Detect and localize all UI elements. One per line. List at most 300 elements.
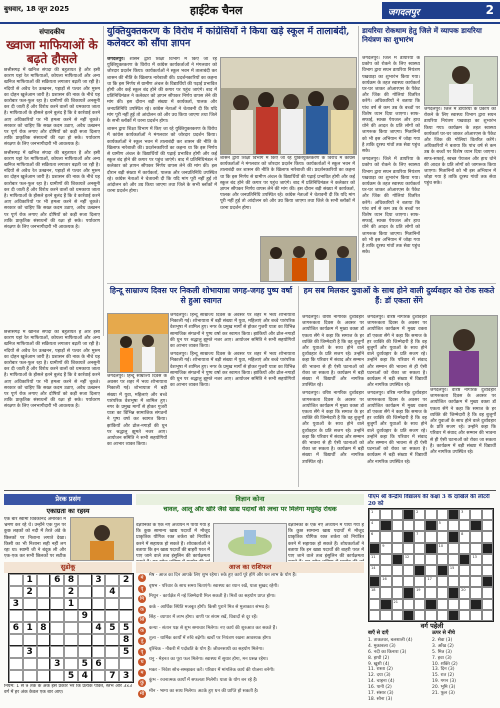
crossword-number: 11 <box>371 554 376 559</box>
sudoku-cell[interactable] <box>92 586 106 598</box>
crossword-cell[interactable] <box>470 554 481 565</box>
sudoku-cell[interactable]: 8 <box>37 622 51 634</box>
crossword-cell[interactable] <box>392 610 403 621</box>
lead-photo-small <box>260 236 357 282</box>
crossword-number: 5 <box>438 521 441 526</box>
sudoku-cell[interactable] <box>23 658 37 670</box>
editorial-kicker: संपादकीय <box>39 28 65 36</box>
zodiac-sign-icon: वृ <box>138 585 146 593</box>
crossword-cell[interactable] <box>369 587 380 598</box>
crossword-cell[interactable] <box>369 610 380 621</box>
mid-left-headline: हिन्दू साम्राज्य दिवस पर निकली शोभायात्रा जगह-जगह पुष्प वर्षा से हुआ स्वागत <box>109 286 293 305</box>
crossword-block <box>392 554 403 565</box>
sudoku-cell[interactable] <box>50 622 64 634</box>
crossword-cell[interactable] <box>425 587 436 598</box>
sudoku-cell[interactable] <box>37 670 51 682</box>
crossword-title-box <box>368 621 496 630</box>
crossword-block <box>437 565 448 576</box>
crossword-cell[interactable] <box>459 576 470 587</box>
right-photo <box>424 56 498 106</box>
crossword-number: 1 <box>371 510 374 514</box>
crossword-title: वर्ग पहेली <box>420 622 444 630</box>
right-body-col-1: जगदलपुर। जिले में डायरिया के प्रकोप को रोकने के लिए स्वास्थ्य विभाग द्वारा सघन डायरिया नियंत्रण पखवाड़ा का शुभारंभ किया गया। कार्यक्रम के तहत स्वास्थ्य कार्यकर्ता घर-घर जाकर ओआरएस के पैकेट और जिंक की गोलियां वितरित करेंगे। अधिकारियों ने बताया कि पांच वर्ष से कम उम्र के बच्चों पर विशेष ध्यान दिया जाएगा। साफ-सफाई, स्वच्छ पेयजल और हाथ धोने की आदत के प्रति लोगों को जागरूक किया जाएगा। मितानिनों को भी इस अभियान में जोड़ा गया है ताकि दूरस्थ गांवों तक सेवा पहुंच सके। जगदलपुर। जिले में डायरिया के प्रकोप को रोकने के लिए स्वास्थ्य विभाग द्वारा सघन डायरिया नियंत्रण पखवाड़ा का शुभारंभ किया गया। कार्यक्रम के तहत स्वास्थ्य कार्यकर्ता घर-घर जाकर ओआरएस के पैकेट और जिंक की गोलियां वितरित करेंगे। अधिकारियों ने बताया कि पांच वर्ष से कम उम्र के बच्चों पर विशेष ध्यान दिया जाएगा। साफ-सफाई, स्वच्छ पेयजल और हाथ धोने की आदत के प्रति लोगों को जागरूक किया जाएगा। मितानिनों को भी इस अभियान में जोड़ा गया है ताकि दूरस्थ गांवों तक सेवा पहुंच सके। <box>362 56 420 256</box>
crossword-cell[interactable] <box>448 543 459 554</box>
crossword-cell[interactable] <box>437 610 448 621</box>
zodiac-sign-icon: मे <box>138 574 146 582</box>
rashi-text: मीन - भाग्य का साथ मिलेगा। अटके हुए धन की प्राप्ति हो सकती है। <box>149 688 259 694</box>
rashifal-list <box>138 573 364 699</box>
crossword-cell[interactable] <box>414 554 425 565</box>
crossword-cell[interactable] <box>470 509 481 520</box>
crossword-cell[interactable] <box>403 565 414 576</box>
crossword-clue: 19. गगन (3) <box>432 679 456 685</box>
crossword-block <box>380 520 391 531</box>
sudoku-cell[interactable] <box>92 646 106 658</box>
crossword-cell[interactable] <box>380 565 391 576</box>
crossword-cell[interactable] <box>459 531 470 542</box>
paper-name: हाईटेक चैनल <box>190 4 243 17</box>
crossword-cell[interactable] <box>414 509 425 520</box>
sudoku-cell[interactable]: 8 <box>64 574 78 586</box>
sudoku-cell[interactable]: 6 <box>92 658 106 670</box>
crossword-cell[interactable] <box>414 543 425 554</box>
rashi-item <box>138 626 364 635</box>
crossword-cell[interactable] <box>414 599 425 610</box>
vigyan-photo <box>213 523 287 563</box>
crossword-cell[interactable] <box>482 554 493 565</box>
rashi-item <box>138 678 364 687</box>
crossword-cell[interactable] <box>448 565 459 576</box>
rashi-text: वृषभ - परिवार के साथ समय बिताएंगे। स्वास्थ्य का ध्यान रखें, यात्रा सुखद रहेगी। <box>149 583 279 589</box>
crossword-number: 17 <box>427 577 432 582</box>
sudoku-cell[interactable] <box>23 634 37 646</box>
crossword-block <box>425 599 436 610</box>
vigyan-body-1: वैज्ञानिकों के एक नए अध्ययन में पाया गया है कि कुछ सामान्य खाद्य पदार्थों में मौजूद प्राकृतिक यौगिक रक्त शर्करा को नियंत्रित करने में सहायक हो सकते हैं। शोधकर्ताओं ने बताया कि इन खाद्य पदार्थों की बाहरी परत में पाए जाने वाले तत्व इंसुलिन की कार्यक्षमता <box>136 523 210 560</box>
rashi-text: सिंह - व्यापार में लाभ होगा। वाणी पर संयम रखें, विवादों से दूर रहें। <box>149 615 258 620</box>
sudoku-cell[interactable] <box>9 610 23 622</box>
editorial-continued: छत्तीसगढ़ में खनिज संपदा की बहुतायत है और इसी कारण यहां रेत माफियाओं, कोयला माफियाओं और अन्य खनिज माफियाओं की सक्रियता लगातार बढ़ती जा रही है। नदियों से अवैध रेत उत्खनन, पहाड़ों से पत्थर और मुरुम का दोहन खुलेआम जारी है। प्रशासन की नाक के नीचे यह कारोबार फल-फूल रहा है। ग्रामीणों की शिकायतें अनसुनी कर दी जाती हैं और विरोध करने वालों को धमकाया जाता है। माफियाओं के हौसले इतने बुलंद हैं कि वे कार्रवाई करने आए अधिकारियों पर भी हमला करने से नहीं चूकते। सरकार को चाहिए कि सख्त कदम उठाए, अवैध उत्खनन पर पूर्ण रोक लगाए और दोषियों को कड़ी सजा दिलाए ताकि प्राकृतिक संसाधनों की रक्षा हो सके। पर्यावरण संरक्षण के लिए जनभागीदारी भी आवश्यक है। <box>4 330 100 410</box>
rashi-item <box>138 573 364 582</box>
sudoku-cell[interactable]: 8 <box>119 634 133 646</box>
prerak-photo <box>70 517 134 561</box>
sudoku-cell[interactable] <box>64 610 78 622</box>
sudoku-cell[interactable] <box>50 634 64 646</box>
crossword-cell[interactable] <box>437 520 448 531</box>
sudoku-cell[interactable] <box>78 574 92 586</box>
vigyan-body-2: वैज्ञानिकों के एक नए अध्ययन में पाया गया है कि कुछ सामान्य खाद्य पदार्थों में मौजूद प्राकृतिक यौगिक रक्त शर्करा को नियंत्रित करने में सहायक हो सकते हैं। शोधकर्ताओं ने बताया कि इन खाद्य पदार्थों की बाहरी परत में पाए जाने वाले तत्व इंसुलिन की कार्यक्षमता <box>288 523 364 560</box>
crossword-clue: 17. संसार (3) <box>368 691 394 697</box>
crossword-block <box>470 520 481 531</box>
rashi-band: आज का राशिफल <box>136 562 364 573</box>
sudoku-cell[interactable] <box>23 610 37 622</box>
sudoku-cell[interactable] <box>105 574 119 586</box>
crossword-cell[interactable] <box>448 576 459 587</box>
sudoku-cell[interactable]: 4 <box>92 622 106 634</box>
crossword-cell[interactable] <box>437 509 448 520</box>
crossword-cell[interactable] <box>380 610 391 621</box>
crossword-cell[interactable] <box>403 520 414 531</box>
crossword-cell[interactable] <box>425 576 436 587</box>
right-body-col-2: जगदलपुर। जिले में डायरिया के प्रकोप को रोकने के लिए स्वास्थ्य विभाग द्वारा सघन डायरिया नियंत्रण पखवाड़ा का शुभारंभ किया गया। कार्यक्रम के तहत स्वास्थ्य कार्यकर्ता घर-घर जाकर ओआरएस के पैकेट और जिंक की गोलियां वितरित करेंगे। अधिकारियों ने बताया कि पांच वर्ष से कम उम्र के बच्चों पर विशेष ध्यान दिया जाएगा। साफ-सफाई, स्वच्छ पेयजल और हाथ धोने की आदत के प्रति लोगों को जागरूक किया जाएगा। मितानिनों को भी इस अभियान में जोड़ा गया है ताकि दूरस्थ गांवों तक सेवा पहुंच सके। <box>424 107 496 187</box>
mid-right-body-3: जगदलपुर। वरिष्ठ नागरिक दुर्व्यवहार जागरूकता दिवस के अवसर पर आयोजित कार्यक्रम में मुख्य वक्ता डॉ एकता सेंगे ने कहा कि समाज के हर व्यक्ति की जिम्मेदारी है कि वह बुजुर्गों और युवाओं के साथ होने वाले दुर्व्यवहार के प्रति सजग रहे। उन्होंने कहा कि परिवार में संवाद और सम्मान की भावना से ही ऐसी घटनाओं को रोका जा सकता है। कार्यक्रम में बड़ी संख्या में विद्यार्थी और नागरिक उपस्थित रहे। <box>430 388 496 456</box>
crossword-cell[interactable] <box>470 576 481 587</box>
crossword-cell[interactable] <box>380 554 391 565</box>
sudoku-cell[interactable] <box>119 598 133 610</box>
lead-photo <box>220 57 357 155</box>
divider <box>4 490 496 491</box>
sudoku-cell[interactable] <box>64 646 78 658</box>
sudoku-cell[interactable] <box>119 610 133 622</box>
sudoku-cell[interactable]: 3 <box>119 670 133 682</box>
crossword-clue: 20. भूमि (3) <box>432 685 456 691</box>
crossword-cell[interactable] <box>482 587 493 598</box>
mid-right-photo <box>430 315 498 387</box>
sudoku-cell[interactable] <box>92 598 106 610</box>
crossword-number: 8 <box>461 532 464 537</box>
crossword-block <box>403 531 414 542</box>
crossword-cell[interactable] <box>414 587 425 598</box>
sudoku-cell[interactable]: 4 <box>78 670 92 682</box>
crossword-cell[interactable] <box>403 543 414 554</box>
crossword-cell[interactable] <box>470 531 481 542</box>
sudoku-cell[interactable]: 7 <box>105 670 119 682</box>
sudoku-cell[interactable]: 1 <box>23 574 37 586</box>
sudoku-cell[interactable] <box>37 658 51 670</box>
divider <box>358 26 359 280</box>
crossword-cell[interactable] <box>459 509 470 520</box>
rashi-item <box>138 647 364 656</box>
sudoku-cell[interactable] <box>78 622 92 634</box>
rashi-text: मकर - निवेश सोच-समझकर करें। परिवार में मांगलिक कार्य की योजना बनेगी। <box>149 667 275 673</box>
rashi-item <box>138 605 364 614</box>
divider <box>107 283 496 284</box>
sudoku-cell[interactable] <box>78 646 92 658</box>
vigyan-title: चावल, आलू और खीरे जैसे खाद्य पदार्थों की त्वचा पर मिलेगा मधुमेह रोधक <box>163 506 337 513</box>
crossword-cell[interactable] <box>448 599 459 610</box>
sudoku-cell[interactable]: 1 <box>64 598 78 610</box>
sudoku-cell[interactable] <box>92 670 106 682</box>
sudoku-cell[interactable] <box>119 658 133 670</box>
vigyan-title-box <box>136 506 364 522</box>
rashi-item <box>138 594 364 603</box>
crossword-cell[interactable] <box>380 587 391 598</box>
crossword-grid[interactable] <box>368 508 494 622</box>
sudoku-cell[interactable] <box>64 658 78 670</box>
crossword-cell[interactable] <box>380 576 391 587</box>
crossword-number: 19 <box>416 588 421 593</box>
crossword-clue: 13. दिन (3) <box>432 667 455 673</box>
crossword-number: 21 <box>393 599 398 604</box>
crossword-number: 20 <box>461 588 466 593</box>
crossword-block <box>448 531 459 542</box>
sudoku-cell[interactable] <box>37 598 51 610</box>
crossword-number: 10 <box>438 543 444 548</box>
crossword-cell[interactable] <box>369 554 380 565</box>
crossword-block <box>448 587 459 598</box>
crossword-clue: 16. पानी (2) <box>368 685 392 691</box>
clues-down-title: ऊपर से नीचे <box>432 630 455 636</box>
sudoku-cell[interactable] <box>50 598 64 610</box>
lead-headline: युक्तियुक्तकरण के विरोध में कांग्रेसियों ने किया खड़े स्कूल में तालाबंदी, कलेक्टर को सौंपा ज्ञापन <box>107 26 350 49</box>
sudoku-cell[interactable] <box>50 670 64 682</box>
crossword-cell[interactable] <box>369 520 380 531</box>
crossword-block <box>403 587 414 598</box>
crossword-cell[interactable] <box>437 543 448 554</box>
sudoku-cell[interactable] <box>105 598 119 610</box>
crossword-cell[interactable] <box>437 599 448 610</box>
crossword-cell[interactable] <box>448 554 459 565</box>
crossword-cell[interactable] <box>392 565 403 576</box>
crossword-cell[interactable] <box>403 576 414 587</box>
crossword-clue: 2. सेवा (3) <box>432 637 453 643</box>
crossword-cell[interactable] <box>414 576 425 587</box>
sudoku-cell[interactable] <box>9 574 23 586</box>
editorial-title: ख्वाजा माफियाओं के बढ़ते हौसले <box>6 38 98 66</box>
crossword-block <box>425 520 436 531</box>
crossword-clue: 3. आँख (2) <box>432 643 454 649</box>
sudoku-cell[interactable]: 2 <box>64 586 78 598</box>
rashi-item <box>138 615 364 624</box>
mid-left-headline-box <box>107 286 295 310</box>
crossword-cell[interactable] <box>369 509 380 520</box>
crossword-cell[interactable] <box>392 599 403 610</box>
sudoku-note: नियम: 1 से 9 तक के अंक इस प्रकार भरें कि प्रत्येक पंक्ति, स्तंभ और 3x3 वर्ग में हर अंक केवल एक बार आए। <box>4 684 132 696</box>
sudoku-cell[interactable] <box>50 586 64 598</box>
sudoku-cell[interactable]: 2 <box>23 586 37 598</box>
crossword-cell[interactable] <box>414 610 425 621</box>
crossword-cell[interactable] <box>414 520 425 531</box>
crossword-block <box>403 509 414 520</box>
sudoku-grid[interactable] <box>8 573 134 683</box>
crossword-cell[interactable] <box>470 610 481 621</box>
crossword-cell[interactable] <box>459 599 470 610</box>
sudoku-cell[interactable] <box>92 634 106 646</box>
crossword-cell[interactable] <box>369 599 380 610</box>
zodiac-sign-icon: मी <box>139 690 145 697</box>
sudoku-cell[interactable]: 3 <box>9 598 23 610</box>
sudoku-cell[interactable] <box>78 598 92 610</box>
crossword-cell[interactable] <box>470 543 481 554</box>
crossword-cell[interactable] <box>437 576 448 587</box>
crossword-cell[interactable] <box>425 554 436 565</box>
rashi-item <box>138 636 364 645</box>
crossword-cell[interactable] <box>380 509 391 520</box>
crossword-cell[interactable] <box>425 509 436 520</box>
crossword-cell[interactable] <box>392 520 403 531</box>
crossword-cell[interactable] <box>459 520 470 531</box>
sudoku-cell[interactable] <box>78 586 92 598</box>
page-number: 2 <box>485 3 494 17</box>
crossword-clue: 11. रास्ता (2) <box>368 667 393 673</box>
crossword-number: 15 <box>449 565 455 570</box>
rashi-text: कर्क - आर्थिक स्थिति मजबूत होगी। किसी पुराने मित्र से मुलाकात संभव है। <box>149 604 270 610</box>
crossword-cell[interactable] <box>380 531 391 542</box>
crossword-block <box>459 554 470 565</box>
clues-across <box>368 631 430 703</box>
sudoku-cell[interactable] <box>37 586 51 598</box>
editorial-body: छत्तीसगढ़ में खनिज संपदा की बहुतायत है और इसी कारण यहां रेत माफियाओं, कोयला माफियाओं और अन्य खनिज माफियाओं की सक्रियता लगातार बढ़ती जा रही है। नदियों से अवैध रेत उत्खनन, पहाड़ों से पत्थर और मुरुम का दोहन खुलेआम जारी है। प्रशासन की नाक के नीचे यह कारोबार फल-फूल रहा है। ग्रामीणों की शिकायतें अनसुनी कर दी जाती हैं और विरोध करने वालों को धमकाया जाता है। माफियाओं के हौसले इतने बुलंद हैं कि वे कार्रवाई करने आए अधिकारियों पर भी हमला करने से नहीं चूकते। सरकार को चाहिए कि सख्त कदम उठाए, अवैध उत्खनन पर पूर्ण रोक लगाए और दोषियों को कड़ी सजा दिलाए ताकि प्राकृतिक संसाधनों की रक्षा हो सके। पर्यावरण संरक्षण के लिए जनभागीदारी भी आवश्यक है। छत्तीसगढ़ में खनिज संपदा की बहुतायत है और इसी कारण यहां रेत माफियाओं, कोयला माफियाओं और अन्य खनिज माफियाओं की सक्रियता लगातार बढ़ती जा रही है। नदियों से अवैध रेत उत्खनन, पहाड़ों से पत्थर और मुरुम का दोहन खुलेआम जारी है। प्रशासन की नाक के नीचे यह कारोबार फल-फूल रहा है। ग्रामीणों की शिकायतें अनसुनी कर दी जाती हैं और विरोध करने वालों को धमकाया जाता है। माफियाओं के हौसले इतने बुलंद हैं कि वे कार्रवाई करने आए अधिकारियों पर भी हमला करने से नहीं चूकते। सरकार को चाहिए कि सख्त कदम उठाए, अवैध उत्खनन पर पूर्ण रोक लगाए और दोषियों को कड़ी सजा दिलाए ताकि प्राकृतिक संसाधनों की रक्षा हो सके। पर्यावरण संरक्षण के लिए जनभागीदारी भी आवश्यक है। <box>4 68 100 231</box>
crossword-clue: 14. चाहना (4) <box>368 679 395 685</box>
sudoku-cell[interactable] <box>50 610 64 622</box>
crossword-cell[interactable] <box>403 554 414 565</box>
crossword-cell[interactable] <box>380 543 391 554</box>
sudoku-cell[interactable]: 6 <box>9 622 23 634</box>
sudoku-cell[interactable] <box>9 646 23 658</box>
masthead <box>0 0 500 22</box>
sudoku-cell[interactable] <box>9 586 23 598</box>
sudoku-cell[interactable] <box>37 574 51 586</box>
mid-right-body-1: जगदलपुर। वरिष्ठ नागरिक दुर्व्यवहार जागरूकता दिवस के अवसर पर आयोजित कार्यक्रम में मुख्य वक्ता डॉ एकता सेंगे ने कहा कि समाज के हर व्यक्ति की जिम्मेदारी है कि वह बुजुर्गों और युवाओं के साथ होने वाले दुर्व्यवहार के प्रति सजग रहे। उन्होंने कहा कि परिवार में संवाद और सम्मान की भावना से ही ऐसी घटनाओं को रोका जा सकता है। कार्यक्रम में बड़ी संख्या में विद्यार्थी और नागरिक उपस्थित रहे। जगदलपुर। वरिष्ठ नागरिक दुर्व्यवहार जागरूकता दिवस के अवसर पर आयोजित कार्यक्रम में मुख्य वक्ता डॉ एकता सेंगे ने कहा कि समाज के हर व्यक्ति की जिम्मेदारी है कि वह बुजुर्गों और युवाओं के साथ होने वाले दुर्व्यवहार के प्रति सजग रहे। उन्होंने कहा कि परिवार में संवाद और सम्मान की भावना से ही ऐसी घटनाओं को रोका जा सकता है। कार्यक्रम में बड़ी संख्या में विद्यार्थी और नागरिक उपस्थित रहे। <box>302 315 364 465</box>
sudoku-cell[interactable]: 5 <box>64 670 78 682</box>
crossword-number: 14 <box>371 565 376 570</box>
crossword-block <box>448 610 459 621</box>
rashi-text: कन्या - संतान पक्ष से शुभ समाचार मिलेगा। नए कार्य की शुरुआत कर सकते हैं। <box>149 625 277 631</box>
crossword-cell[interactable] <box>392 587 403 598</box>
crossword-cell[interactable] <box>392 531 403 542</box>
crossword-number: 16 <box>382 577 387 582</box>
prerak-body-1: एक बार स्वामी विवेकानंद अमेरिका में भ्रमण कर रहे थे। उन्होंने एक पुल पर कुछ लड़कों को नदी में तैरते अंडे के छिलकों पर निशाना लगाते देखा। किसी का भी निशाना सही नहीं लग रहा था। स्वामी जी ने बंदूक ली और एक-एक कर सभी छिलकों पर सटीक <box>4 517 66 559</box>
rashi-item <box>138 668 364 677</box>
clues-down <box>432 631 496 697</box>
rashi-text: वृश्चिक - नौकरी में पदोन्नति के योग हैं। जीवनसाथी का सहयोग मिलेगा। <box>149 646 264 652</box>
sudoku-cell[interactable] <box>105 634 119 646</box>
crossword-cell[interactable] <box>403 599 414 610</box>
mid-left-photo <box>107 313 169 373</box>
crossword-cell[interactable] <box>425 531 436 542</box>
sudoku-cell[interactable]: 2 <box>119 574 133 586</box>
crossword-cell[interactable] <box>459 565 470 576</box>
crossword-block <box>369 576 380 587</box>
mid-left-body: जगदलपुर। हिन्दू साम्राज्य दिवस के अवसर पर शहर में भव्य शोभायात्रा निकाली गई। शोभायात्रा में बड़ी संख्या में युवा, महिलाएं और बच्चे पारंपरिक वेशभूषा में शामिल हुए। नगर के प्रमुख मार्गों से होकर गुजरी यात्रा का विभिन्न सामाजिक संगठनों ने पुष्प वर्षा कर स्वागत किया। झांकियों और ढोल-नगाड़ों की धुन पर श्रद्धालु झूमते नजर आए। आयोजन समिति ने सभी सहयोगियों का आभार व्यक्त किया। जगदलपुर। हिन्दू साम्राज्य दिवस के अवसर पर शहर में भव्य शोभायात्रा निकाली गई। शोभायात्रा में बड़ी संख्या में युवा, महिलाएं और बच्चे पारंपरिक वेशभूषा में शामिल हुए। नगर के प्रमुख मार्गों से होकर गुजरी यात्रा का विभिन्न सामाजिक संगठनों ने पुष्प वर्षा कर स्वागत किया। झांकियों और ढोल-नगाड़ों की धुन पर श्रद्धालु झूमते नजर आए। आयोजन समिति ने सभी सहयोगियों का आभार व्यक्त किया। <box>170 313 295 389</box>
crossword-cell[interactable] <box>470 587 481 598</box>
mid-right-body-2: जगदलपुर। वरिष्ठ नागरिक दुर्व्यवहार जागरूकता दिवस के अवसर पर आयोजित कार्यक्रम में मुख्य वक्ता डॉ एकता सेंगे ने कहा कि समाज के हर व्यक्ति की जिम्मेदारी है कि वह बुजुर्गों और युवाओं के साथ होने वाले दुर्व्यवहार के प्रति सजग रहे। उन्होंने कहा कि परिवार में संवाद और सम्मान की भावना से ही ऐसी घटनाओं को रोका जा सकता है। कार्यक्रम में बड़ी संख्या में विद्यार्थी और नागरिक उपस्थित रहे। जगदलपुर। वरिष्ठ नागरिक दुर्व्यवहार जागरूकता दिवस के अवसर पर आयोजित कार्यक्रम में मुख्य वक्ता डॉ एकता सेंगे ने कहा कि समाज के हर व्यक्ति की जिम्मेदारी है कि वह बुजुर्गों और युवाओं के साथ होने वाले दुर्व्यवहार के प्रति सजग रहे। उन्होंने कहा कि परिवार में संवाद और सम्मान की भावना से ही ऐसी घटनाओं को रोका जा सकता है। कार्यक्रम में बड़ी संख्या में विद्यार्थी और नागरिक उपस्थित रहे। <box>367 315 427 465</box>
sudoku-cell[interactable] <box>37 634 51 646</box>
sudoku-cell[interactable] <box>105 610 119 622</box>
crossword-cell[interactable] <box>437 531 448 542</box>
lead-body-col-2: शासन द्वारा शिक्षा विभाग में किए जा रहे युक्तियुक्तकरण के विरोध में कांग्रेस कार्यकर्ताओं ने मंगलवार को जोरदार प्रदर्शन किया। कार्यकर्ताओं ने स्कूल भवन में तालाबंदी कर शासन की नीति के खिलाफ नारेबाजी की। प्रदर्शनकारियों का कहना था कि इस निर्णय से ग्रामीण अंचल के विद्यार्थियों की पढ़ाई प्रभावित होगी और कई स्कूल बंद होने की कगार पर पहुंच जाएंगे। बाद में प्रतिनिधिमंडल ने कलेक्टर को ज्ञापन सौंपकर निर्णय वापस लेने की मांग की। इस दौरान बड़ी संख्या में कार्यकर्ता, पालक और जनप्रतिनिधि उपस्थित रहे। कांग्रेस नेताओं ने चेतावनी दी कि यदि मांग पूरी नहीं हुई तो आंदोलन को और उग्र किया जाएगा तथा जिले के सभी ब्लॉकों में धरना प्रदर्शन होगा। <box>220 156 355 211</box>
sudoku-cell[interactable] <box>37 610 51 622</box>
rashi-item <box>138 584 364 593</box>
crossword-number: 12 <box>404 554 410 559</box>
crossword-clue: 9. खुशी (4) <box>368 661 390 667</box>
crossword-cell[interactable] <box>482 509 493 520</box>
crossword-cell[interactable] <box>425 610 436 621</box>
crossword-cell[interactable] <box>369 531 380 542</box>
crossword-cell[interactable] <box>448 520 459 531</box>
sudoku-cell[interactable]: 6 <box>50 574 64 586</box>
crossword-block <box>403 610 414 621</box>
crossword-block <box>482 543 493 554</box>
crossword-cell[interactable] <box>437 587 448 598</box>
sudoku-cell[interactable] <box>105 646 119 658</box>
crossword-block <box>425 543 436 554</box>
zodiac-sign-icon: क <box>138 606 146 614</box>
sudoku-cell[interactable] <box>9 658 23 670</box>
zodiac-sign-icon: क <box>138 627 146 635</box>
city-name: जगदलपुर <box>388 8 420 18</box>
sudoku-cell[interactable]: 5 <box>119 622 133 634</box>
crossword-clue: 12. दया (3) <box>368 673 391 679</box>
sudoku-cell[interactable]: 5 <box>105 622 119 634</box>
sudoku-cell[interactable]: 3 <box>50 658 64 670</box>
crossword-cell[interactable] <box>414 531 425 542</box>
rashi-item <box>138 689 364 698</box>
crossword-number: 4 <box>371 521 374 526</box>
crossword-cell[interactable] <box>459 543 470 554</box>
mid-right-headline-box <box>302 286 496 312</box>
sudoku-cell[interactable] <box>23 598 37 610</box>
crossword-cell[interactable] <box>459 587 470 598</box>
sudoku-cell[interactable] <box>50 646 64 658</box>
crossword-block <box>369 543 380 554</box>
crossword-cell[interactable] <box>392 576 403 587</box>
crossword-cell[interactable] <box>459 610 470 621</box>
rashi-item <box>138 657 364 666</box>
sudoku-cell[interactable] <box>9 670 23 682</box>
crossword-clue: 7. हवा (3) <box>432 655 452 661</box>
sudoku-cell[interactable] <box>64 622 78 634</box>
sudoku-cell[interactable]: 5 <box>78 658 92 670</box>
crossword-cell[interactable] <box>369 565 380 576</box>
crossword-number: 7 <box>416 532 419 537</box>
lead-body-col-1: जगदलपुर। शासन द्वारा शिक्षा विभाग में किए जा रहे युक्तियुक्तकरण के विरोध में कांग्रेस कार्यकर्ताओं ने मंगलवार को जोरदार प्रदर्शन किया। कार्यकर्ताओं ने स्कूल भवन में तालाबंदी कर शासन की नीति के खिलाफ नारेबाजी की। प्रदर्शनकारियों का कहना था कि इस निर्णय से ग्रामीण अंचल के विद्यार्थियों की पढ़ाई प्रभावित होगी और कई स्कूल बंद होने की कगार पर पहुंच जाएंगे। बाद में प्रतिनिधिमंडल ने कलेक्टर को ज्ञापन सौंपकर निर्णय वापस लेने की मांग की। इस दौरान बड़ी संख्या में कार्यकर्ता, पालक और जनप्रतिनिधि उपस्थित रहे। कांग्रेस नेताओं ने चेतावनी दी कि यदि मांग पूरी नहीं हुई तो आंदोलन को और उग्र किया जाएगा तथा जिले के सभी ब्लॉकों में धरना प्रदर्शन होगा। शासन द्वारा शिक्षा विभाग में किए जा रहे युक्तियुक्तकरण के विरोध में कांग्रेस कार्यकर्ताओं ने मंगलवार को जोरदार प्रदर्शन किया। कार्यकर्ताओं ने स्कूल भवन में तालाबंदी कर शासन की नीति के खिलाफ नारेबाजी की। प्रदर्शनकारियों का कहना था कि इस निर्णय से ग्रामीण अंचल के विद्यार्थियों की पढ़ाई प्रभावित होगी और कई स्कूल बंद होने की कगार पर पहुंच जाएंगे। बाद में प्रतिनिधिमंडल ने कलेक्टर को ज्ञापन सौंपकर निर्णय वापस लेने की मांग की। इस दौरान बड़ी संख्या में कार्यकर्ता, पालक और जनप्रतिनिधि उपस्थित रहे। कांग्रेस नेताओं ने चेतावनी दी कि यदि मांग पूरी नहीं हुई तो आंदोलन को और उग्र किया जाएगा तथा जिले के सभी ब्लॉकों में धरना प्रदर्शन होगा। <box>107 57 217 195</box>
crossword-cell[interactable] <box>482 520 493 531</box>
rashi-text: मेष - आज का दिन आपके लिए शुभ रहेगा। रुके हुए कार्य पूरे होंगे और धन लाभ के योग हैं। <box>149 573 297 578</box>
crossword-cell[interactable] <box>425 565 436 576</box>
sudoku-cell[interactable]: 5 <box>119 646 133 658</box>
sudoku-cell[interactable] <box>9 634 23 646</box>
editorial-column <box>4 26 100 326</box>
sudoku-cell[interactable] <box>119 586 133 598</box>
sudoku-cell[interactable]: 3 <box>23 646 37 658</box>
crossword-cell[interactable] <box>470 565 481 576</box>
crossword-clue: 5. मित्र (3) <box>432 649 452 655</box>
sudoku-cell[interactable]: 9 <box>78 610 92 622</box>
lead-headline-box <box>107 26 355 54</box>
clues-across-title: बाएँ से दाएँ <box>368 630 389 636</box>
crossword-cell[interactable] <box>392 509 403 520</box>
zodiac-sign-icon: सिं <box>139 617 145 623</box>
rashi-text: तुला - धार्मिक कार्यों में रुचि बढ़ेगी। खर्चों पर नियंत्रण रखना आवश्यक होगा। <box>149 636 272 641</box>
sudoku-cell[interactable]: 4 <box>105 586 119 598</box>
sudoku-cell[interactable] <box>64 634 78 646</box>
crossword-cell[interactable] <box>482 610 493 621</box>
prerak-band: प्रेरक प्रसंग <box>4 494 132 505</box>
crossword-cell[interactable] <box>437 554 448 565</box>
crossword-clue: 1. ताकतवर, बलशाली (4) <box>368 637 413 643</box>
crossword-clue: 6. नदी का किनारा (3) <box>368 649 407 655</box>
crossword-cell[interactable] <box>482 565 493 576</box>
sudoku-cell[interactable]: 3 <box>92 574 106 586</box>
rashi-text: धनु - मेहनत का पूरा फल मिलेगा। स्वास्थ्य में सुधार होगा, मन प्रसन्न रहेगा। <box>149 657 269 662</box>
sudoku-cell[interactable] <box>23 670 37 682</box>
sudoku-cell[interactable] <box>92 610 106 622</box>
sudoku-cell[interactable] <box>37 646 51 658</box>
crossword-cell[interactable] <box>482 599 493 610</box>
sudoku-cell[interactable] <box>105 658 119 670</box>
crossword-clue: 10. शक्ति (2) <box>432 661 458 667</box>
crossword-clue: 21. फूल (3) <box>432 691 455 697</box>
crossword-block <box>414 565 425 576</box>
crossword-cell[interactable] <box>392 543 403 554</box>
crossword-cell[interactable] <box>482 531 493 542</box>
city-band <box>382 2 500 19</box>
sudoku-cell[interactable]: 1 <box>23 622 37 634</box>
kv-title: पीएम श्री केन्द्रीय विद्यालय की कक्षा 3 के दाखिले की लॉटरी 20 को <box>368 494 490 507</box>
sudoku-cell[interactable] <box>78 634 92 646</box>
zodiac-sign-icon: ध <box>138 658 146 666</box>
crossword-block <box>470 599 481 610</box>
